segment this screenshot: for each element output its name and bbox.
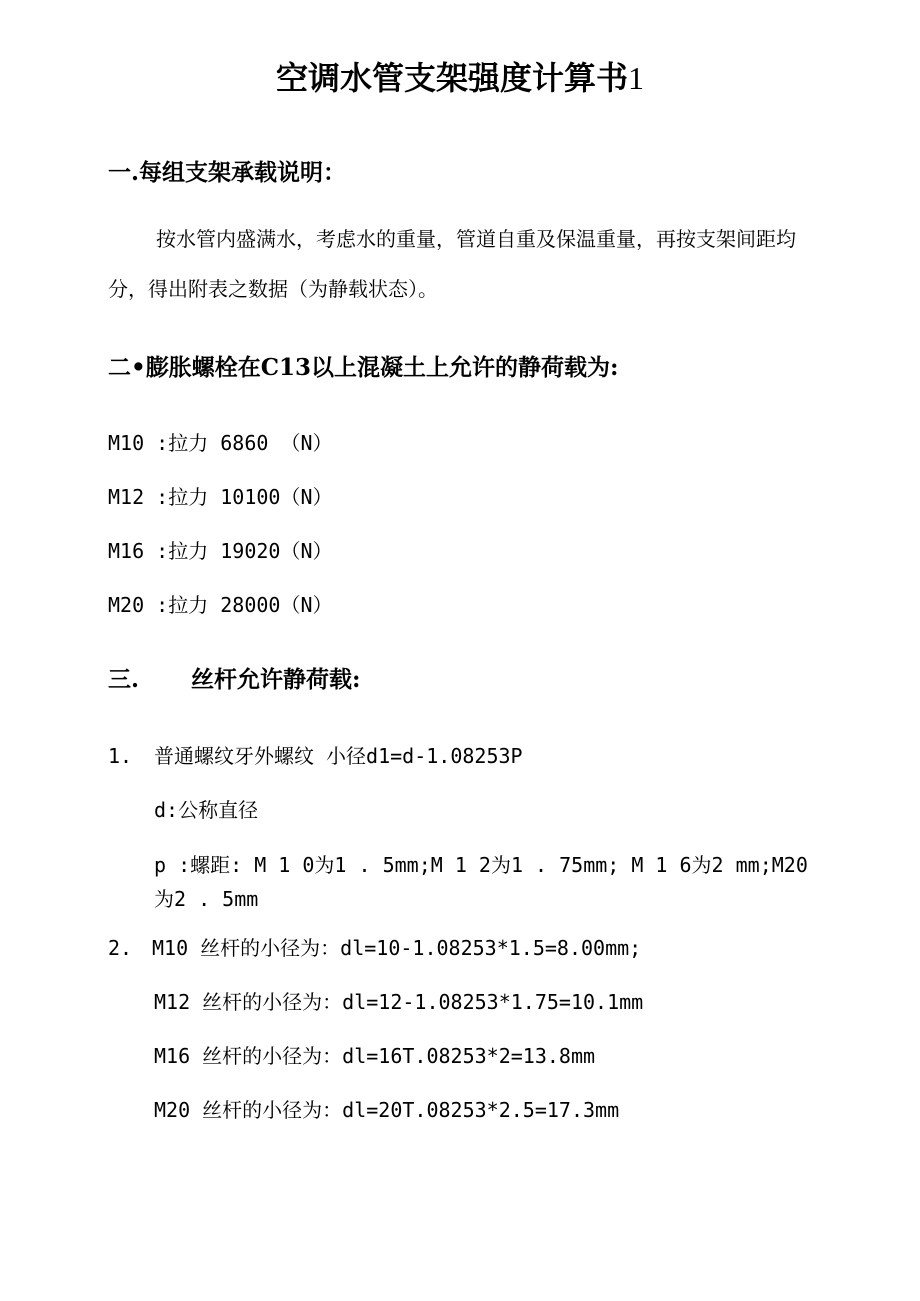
rod-diameter-m20: M20 丝杆的小径为：dl=20T.08253*2.5=17.3mm <box>154 1098 620 1122</box>
section1-heading: 一.每组支架承载说明： <box>108 159 347 186</box>
section1-paragraph: 按水管内盛满水，考虑水的重量，管道自重及保温重量，再按支架间距均分，得出附表之数据（为静载状态）。 <box>108 227 796 301</box>
item2-label: 2. <box>108 936 133 960</box>
bolt-load-m10: M10 :拉力 6860 （N） <box>108 431 333 455</box>
item1-text: 普通螺纹牙外螺纹 小径d1=d-1.08253P <box>154 744 523 768</box>
bolt-load-m20: M20 :拉力 28000（N） <box>108 593 333 617</box>
rod-diameter-m10: M10 丝杆的小径为：dl=10-1.08253*1.5=8.00mm; <box>152 936 642 960</box>
item1-label: 1. <box>108 744 133 768</box>
section3-number: 三. <box>108 666 140 693</box>
bolt-load-m12: M12 :拉力 10100（N） <box>108 485 333 509</box>
rod-diameter-m12: M12 丝杆的小径为：dl=12-1.08253*1.75=10.1mm <box>154 990 644 1014</box>
section2-heading: 二•膨胀螺栓在C13以上混凝土上允许的静荷载为: <box>108 354 619 381</box>
document-title <box>0 56 920 100</box>
item1-d-definition: d:公称直径 <box>154 798 259 822</box>
rod-diameter-m16: M16 丝杆的小径为：dl=16T.08253*2=13.8mm <box>154 1044 596 1068</box>
title-number: 1 <box>628 60 644 96</box>
section3-title: 丝杆允许静荷载: <box>191 666 361 693</box>
section3-heading <box>108 664 361 696</box>
title-text: 空调水管支架强度计算书 <box>275 59 628 97</box>
bolt-load-m16: M16 :拉力 19020（N） <box>108 539 333 563</box>
item1-p-definition: p :螺距: M 1 0为1 . 5mm;M 1 2为1 . 75mm; M 1 6为2 mm;M20为2 . 5mm <box>154 853 808 911</box>
